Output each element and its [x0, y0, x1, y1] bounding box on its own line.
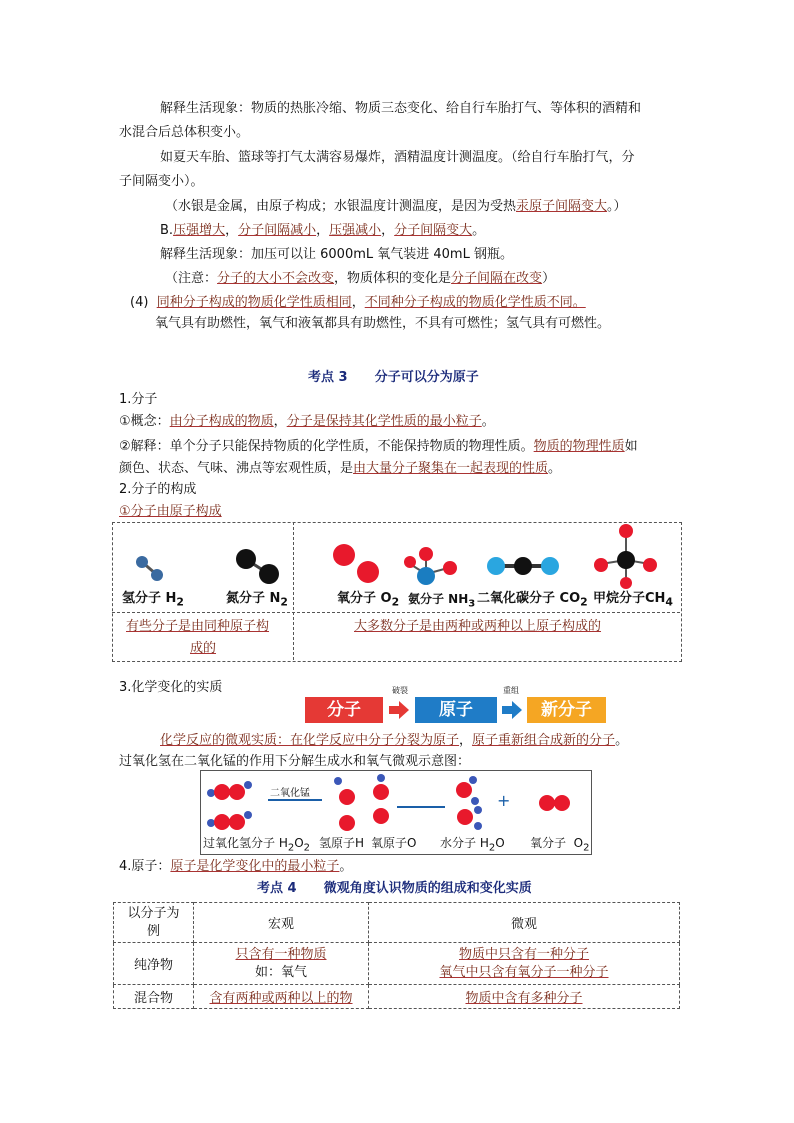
text-span: ，物质体积的变化是 [334, 271, 452, 286]
flow-atom: 原子 [415, 697, 497, 723]
underlined-term: 压强增大 [173, 223, 226, 238]
cell-text: 氧气中只含有氧分子一种分子 [439, 964, 609, 980]
underlined-term: 分子间隔减小 [238, 223, 317, 238]
text-span: ， [381, 223, 395, 238]
cell-text: 以分子为 [127, 905, 180, 921]
nitrogen-molecule-icon [236, 549, 279, 584]
caption-text: 成的 [190, 641, 217, 656]
subheading: 1.分子 [119, 392, 158, 407]
table-header-cell [114, 903, 194, 943]
cell-text: 只含有一种物质 [235, 946, 327, 962]
diagram-label: 氧原子O [371, 836, 417, 850]
atoms-group [334, 774, 389, 831]
underlined-term: 由大量分子聚集在一起表现的性质 [353, 461, 549, 476]
label-text: 氮分子 N [226, 591, 281, 606]
label-text: 过氧化氢分子 H [203, 836, 288, 850]
caption [190, 640, 216, 658]
caption-text: 有些分子是由同种原子构 [126, 619, 270, 634]
comparison-table [113, 902, 680, 1009]
water-molecule-icon [457, 806, 482, 830]
underlined-term: 不同种分子构成的物质化学性质不同。 [364, 295, 586, 310]
hydrogen-peroxide-molecule-icon [207, 781, 252, 800]
underlined-term: 压强减小 [329, 223, 382, 238]
oxygen-molecule-icon [333, 544, 379, 583]
text-line: 解释生活现象：加压可以让 6000mL 氧气装进 40mL 钢瓶。 [160, 247, 513, 262]
underlined-term: 分子是保持其化学性质的最小粒子 [286, 414, 482, 429]
cell-text: 例 [146, 923, 160, 939]
underlined-term: 同种分子构成的物质化学性质相同 [156, 295, 352, 310]
text-span: ， [459, 733, 473, 748]
water-molecule-icon [456, 776, 479, 805]
text-span: 。 [339, 859, 353, 874]
underlined-term: 由分子构成的物质 [169, 414, 274, 429]
cell-text: 含有两种或两种以上的物 [209, 991, 353, 1006]
text-span: 。 [548, 461, 562, 476]
subscript: 4 [665, 595, 673, 609]
text-span: ， [351, 295, 365, 310]
caption-divider [112, 612, 680, 613]
subscript: 2 [488, 842, 496, 854]
table-cell [369, 943, 680, 985]
text-span: ， [225, 223, 239, 238]
text-span: ， [316, 223, 330, 238]
table-header-cell: 微观 [369, 903, 680, 943]
text-line [160, 222, 485, 240]
text-span: ①概念： [119, 414, 170, 429]
underlined-term: ①分子由原子构成 [119, 504, 222, 519]
text-span: ） [542, 271, 556, 286]
label-text: O [495, 836, 505, 850]
flow-new-molecule: 新分子 [527, 697, 606, 723]
text-span: 4.原子： [119, 859, 171, 874]
arrow-right-icon [502, 701, 524, 719]
underlined-term: 分子间隔变大 [394, 223, 473, 238]
molecule-label [593, 590, 673, 612]
table-cell [194, 943, 369, 985]
text-line [119, 858, 352, 876]
underlined-term: 分子的大小不会改变 [217, 271, 335, 286]
text-line: 氧气具有助燃性，氧气和液氧都具有助燃性，不具有可燃性；氢气具有可燃性。 [155, 316, 611, 331]
text-span: 。 [472, 223, 486, 238]
caption [354, 618, 601, 636]
diagram-label [440, 834, 505, 857]
text-span: 。） [607, 199, 627, 214]
text-line: 解释生活现象：物质的热胀冷缩、物质三态变化、给自行车胎打气、等体积的酒精和 [160, 101, 642, 116]
oxygen-molecule-icon [539, 795, 570, 811]
text-line [119, 460, 561, 478]
label-text: 甲烷分子CH [593, 591, 666, 606]
subscript: 2 [580, 595, 588, 609]
underlined-term: 化学反应的微观实质： [160, 733, 291, 748]
catalyst-label: 二氧化锰 [270, 788, 310, 799]
text-span: ②解释：单个分子只能保持物质的化学性质，不能保持物质的物理性质。 [119, 439, 534, 454]
text-span: 颜色、状态、气味、沸点等宏观性质，是 [119, 461, 354, 476]
molecule-label [408, 590, 475, 613]
table-cell [369, 985, 680, 1009]
subscript: 2 [287, 842, 295, 854]
methane-molecule-icon [594, 524, 657, 589]
label-text: 二氧化碳分子 CO [477, 591, 581, 606]
list-number: (4) [130, 295, 149, 310]
caption-text: 大多数分子是由两种或两种以上原子构成的 [354, 619, 602, 634]
cell-text: 如：氧气 [254, 964, 307, 980]
table-row [114, 943, 680, 985]
molecule-label [477, 590, 588, 612]
text-span: （水银是金属，由原子构成；水银温度计测温度，是因为受热 [165, 199, 517, 214]
subscript: 2 [583, 842, 590, 854]
molecule-label [337, 590, 399, 612]
subscript: 2 [303, 842, 311, 854]
section-heading: 考点 4 微观角度认识物质的组成和变化实质 [257, 881, 532, 896]
arrow-label: 重组 [503, 686, 519, 695]
text-span: 如 [624, 439, 638, 454]
text-span: 。 [481, 414, 495, 429]
table-cell [194, 985, 369, 1009]
reaction-diagram [200, 770, 590, 836]
underlined-term: 原子重新组合成新的分子 [472, 733, 616, 748]
plus-sign: + [497, 791, 511, 810]
text-line [119, 438, 638, 456]
underlined-term: 汞原子间隔变大 [516, 199, 608, 214]
subscript: 2 [280, 595, 288, 609]
label-text: O [294, 836, 304, 850]
text-line: 子间隔变小）。 [119, 174, 204, 189]
underlined-term: 分子间隔在改变 [451, 271, 543, 286]
text-span: ， [273, 414, 287, 429]
text-span: B. [160, 223, 174, 238]
label-text: 氧分子 O [530, 836, 584, 850]
underlined-term: 原子是化学变化中的最小粒子 [170, 859, 340, 874]
molecule-label [226, 590, 288, 612]
text-line: 如夏天车胎、篮球等打气太满容易爆炸，酒精温度计测温度。（给自行车胎打气，分 [160, 150, 635, 165]
text-span: （注意： [165, 271, 218, 286]
text-line [165, 270, 555, 288]
arrow-label: 破裂 [392, 686, 408, 695]
text-line: 过氧化氢在二氧化锰的作用下分解生成水和氧气微观示意图： [119, 754, 471, 769]
subheading: 3.化学变化的实质 [119, 680, 223, 695]
underlined-term: 物质的物理性质 [533, 439, 625, 454]
subheading: 2.分子的构成 [119, 482, 197, 497]
carbon-dioxide-molecule-icon [487, 557, 559, 575]
label-text: 氢分子 H [122, 591, 177, 606]
label-text: 水分子 H [440, 836, 489, 850]
label-text: 氨分子 NH [408, 592, 469, 606]
section-heading: 考点 3 分子可以分为原子 [308, 370, 479, 385]
text-line [119, 413, 495, 431]
hydrogen-molecule-icon [136, 556, 163, 581]
subscript: 2 [391, 595, 400, 609]
text-line [160, 732, 628, 750]
text-line [165, 198, 627, 216]
diagram-label [530, 834, 589, 857]
cell-text: 物质中含有多种分子 [465, 991, 583, 1006]
caption [126, 618, 269, 636]
table-row [114, 985, 680, 1009]
subscript: 2 [176, 595, 184, 609]
table-cell: 纯净物 [114, 943, 194, 985]
flow-molecule: 分子 [305, 697, 383, 723]
table-header-cell: 宏观 [194, 903, 369, 943]
molecule-label [122, 590, 184, 612]
text-line [130, 294, 586, 312]
hydrogen-peroxide-molecule-icon [207, 811, 252, 830]
text-line: 水混合后总体积变小。 [119, 125, 250, 140]
table-cell: 混合物 [114, 985, 194, 1009]
diagram-label [203, 834, 310, 857]
subscript: 3 [468, 598, 476, 610]
label-text: 氧分子 O [337, 591, 392, 606]
text-span: 。 [615, 733, 629, 748]
table-row [114, 903, 680, 943]
arrow-right-icon [389, 701, 411, 719]
cell-text: 物质中只含有一种分子 [458, 946, 589, 962]
underlined-term: 在化学反应中分子分裂为原子 [290, 733, 460, 748]
diagram-label: 氢原子H [319, 836, 365, 850]
ammonia-molecule-icon [404, 547, 457, 585]
